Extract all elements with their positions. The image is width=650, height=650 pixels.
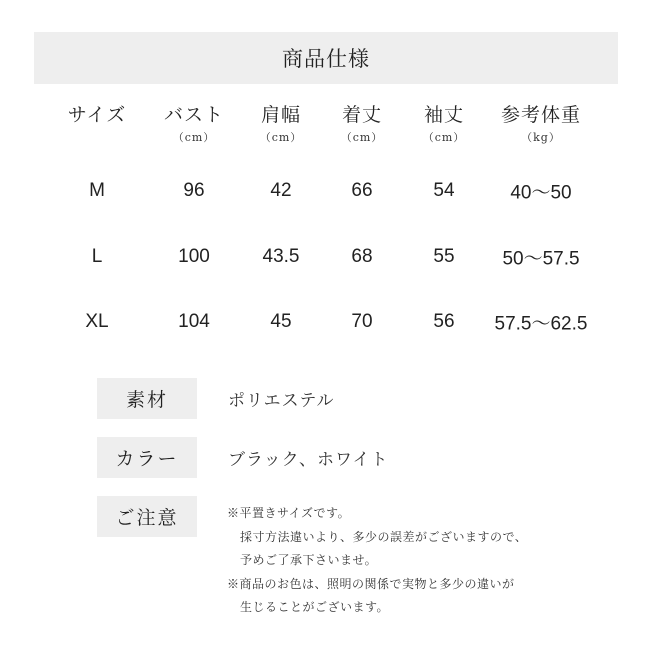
column-header-bust [164,102,224,146]
note-line: ※平置きサイズです。 [227,506,351,520]
cell-length: 70 [351,311,373,332]
cell-length: 66 [351,180,373,201]
cell-size: L [91,246,103,267]
column-header-size [68,102,126,130]
spec-header-bar [34,32,618,84]
notes-text [227,502,527,620]
note-line: ※商品のお色は、照明の関係で実物と多少の違いが [227,576,515,591]
material-value: ポリエステル [228,391,335,411]
cell-shoulder: 42 [270,180,292,201]
column-header-unit: （cm） [422,131,466,144]
column-header-label: バスト [163,104,225,126]
cell-length: 68 [351,246,373,267]
note-line: 採寸方法違いより、多少の誤差がございますので、 [240,529,528,544]
column-header-label: 肩幅 [260,104,301,126]
color-label: カラー [97,437,197,478]
page-title: 商品仕様 [282,47,370,71]
column-header-shoulder [260,102,303,146]
column-header-label: 参考体重 [500,104,582,126]
column-header-label: 着丈 [341,104,382,126]
cell-sleeve: 54 [433,180,455,201]
column-header-weight [501,102,581,146]
column-header-unit: （cm） [259,131,303,144]
cell-shoulder: 45 [270,311,292,332]
color-value: ブラック、ホワイト [228,450,389,470]
cell-bust: 96 [183,180,205,201]
material-label: 素材 [97,378,197,419]
column-header-label: サイズ [67,104,127,126]
cell-bust: 100 [178,246,210,267]
cell-size: M [89,180,105,201]
cell-weight: 40〜50 [510,182,572,204]
cell-bust: 104 [178,311,210,332]
notes-label: ご注意 [97,496,197,537]
cell-weight: 57.5〜62.5 [494,313,588,335]
cell-sleeve: 55 [433,246,455,267]
column-header-length [341,102,384,146]
column-header-unit: （cm） [172,131,216,144]
cell-shoulder: 43.5 [262,246,300,267]
column-header-unit: （kg） [521,131,561,144]
column-header-label: 袖丈 [423,104,464,126]
note-line: 予めご了承下さいませ。 [240,553,378,567]
column-header-sleeve [423,102,466,146]
note-line: 生じることがございます。 [240,600,390,614]
column-header-unit: （cm） [340,131,384,144]
cell-weight: 50〜57.5 [502,248,580,270]
cell-size: XL [85,311,109,332]
cell-sleeve: 56 [433,311,455,332]
